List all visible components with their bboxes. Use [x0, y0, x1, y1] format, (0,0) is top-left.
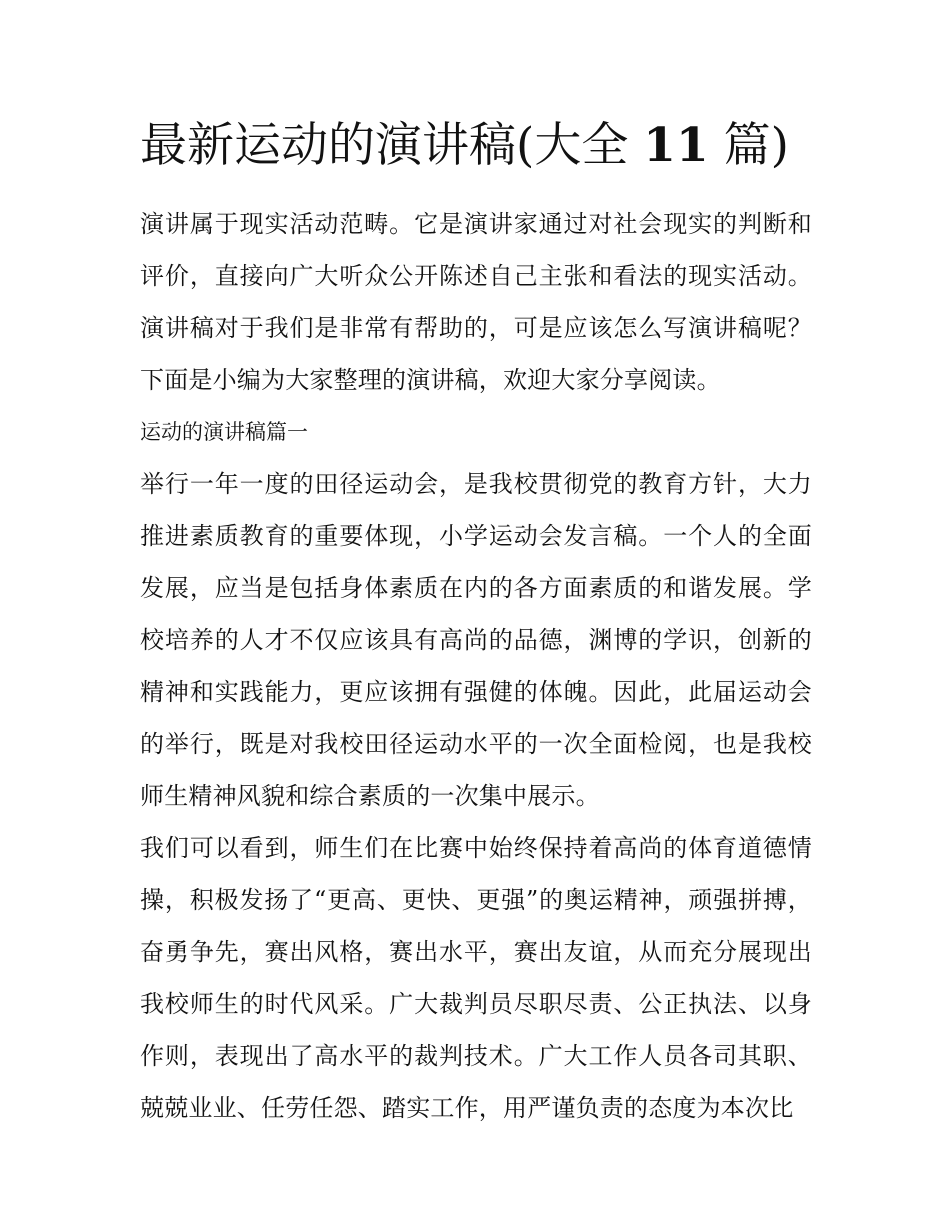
- body-paragraph-2: 我们可以看到，师生们在比赛中始终保持着高尚的体育道德情操，积极发扬了“更高、更快、更强”的奥运精神，顽强拼搏，奋勇争先，赛出风格，赛出水平，赛出友谊，从而充分展现出我校师生的时代风采。广大裁判员尽职尽责、公正执法、以身作则，表现出了高水平的裁判技术。广大工作人员各司其职、兢兢业业、任劳任怨、踏实工作，用严谨负责的态度为本次比: [140, 834, 812, 1122]
- document-body: [140, 198, 812, 1134]
- title-number: 11: [643, 118, 709, 173]
- body-paragraph-1: 举行一年一度的田径运动会，是我校贯彻党的教育方针，大力推进素质教育的重要体现，小学运动会发言稿。一个人的全面发展，应当是包括身体素质在内的各方面素质的和谐发展。学校培养的人才不仅应该具有高尚的品德，渊博的学识，创新的精神和实践能力，更应该拥有强健的体魄。因此，此届运动会的举行，既是对我校田径运动水平的一次全面检阅，也是我校师生精神风貌和综合素质的一次集中展示。: [140, 470, 812, 810]
- intro-paragraph: 演讲属于现实活动范畴。它是演讲家通过对社会现实的判断和评价，直接向广大听众公开陈述自己主张和看法的现实活动。演讲稿对于我们是非常有帮助的，可是应该怎么写演讲稿呢？下面是小编为大家整理的演讲稿，欢迎大家分享阅读。: [140, 210, 812, 394]
- title-prefix: 最新运动的演讲稿(大全: [140, 118, 644, 173]
- section-heading: 运动的演讲稿篇一: [140, 420, 308, 444]
- title-suffix: 篇): [708, 118, 789, 173]
- document-title: [140, 115, 830, 177]
